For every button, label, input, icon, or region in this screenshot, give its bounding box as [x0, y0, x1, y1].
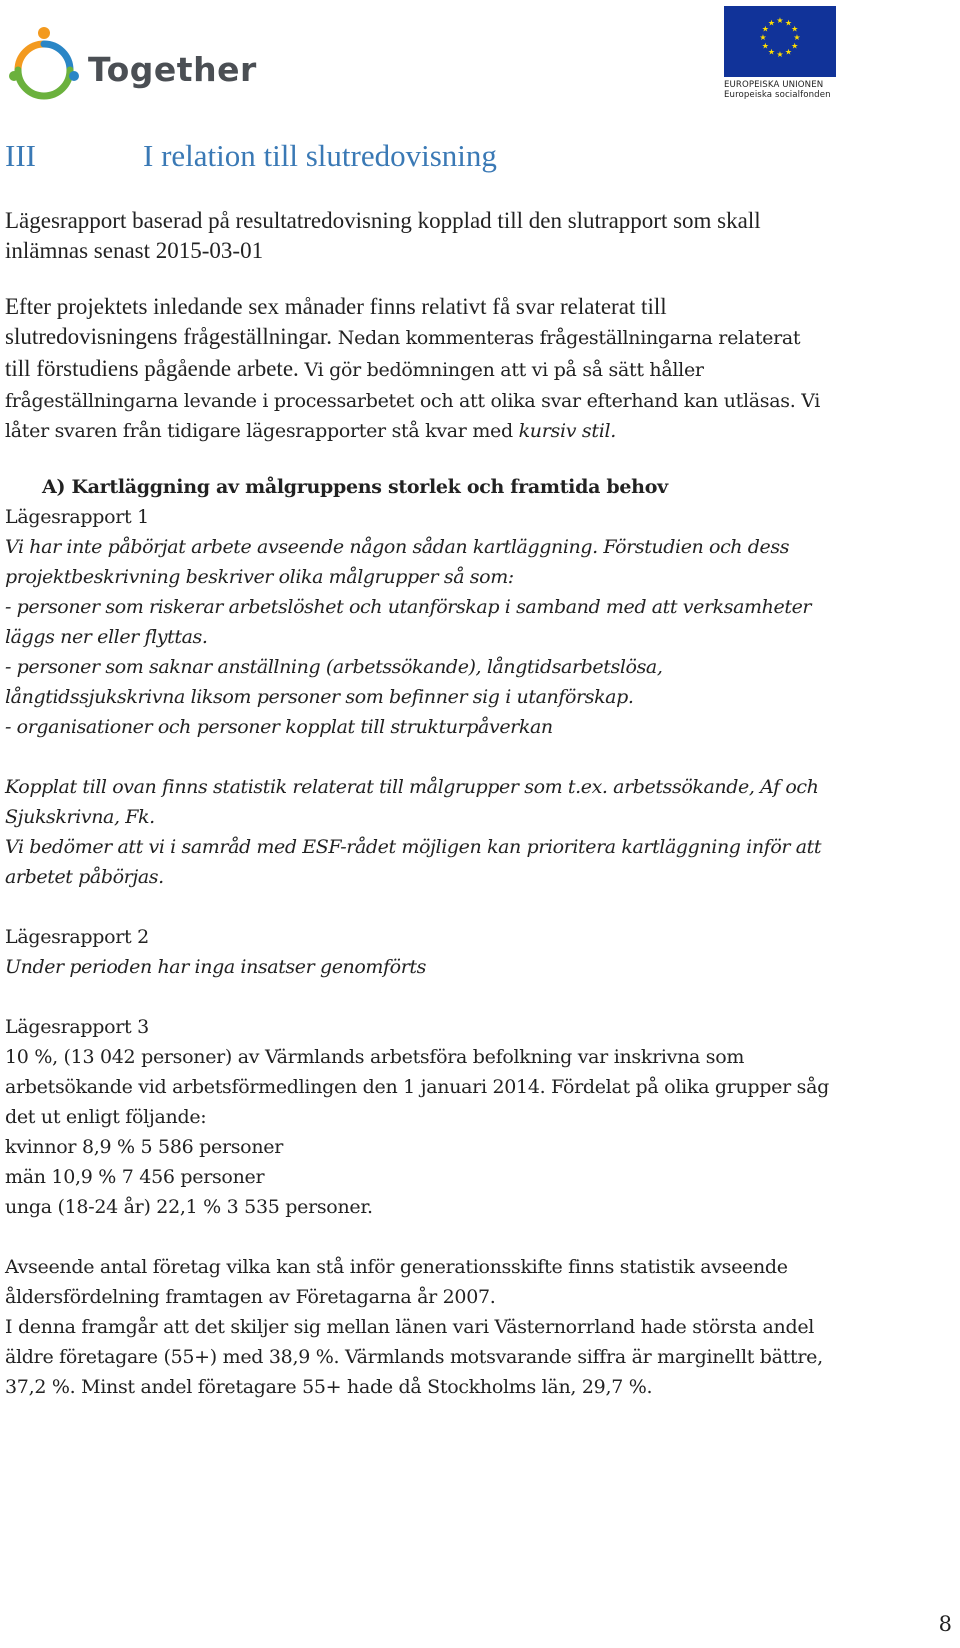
section-number: III — [5, 138, 36, 173]
section-a-title: A) Kartläggning av målgruppens storlek och framtida behov — [42, 476, 668, 498]
text-line — [5, 322, 955, 354]
text-line: åldersfördelning framtagen av Företagarna år 2007. — [5, 1286, 496, 1308]
svg-text:★: ★ — [761, 24, 769, 34]
text-line: Lägesrapport baserad på resultatredovisning kopplad till den slutrapport som skall — [5, 208, 761, 233]
text-line: Under perioden har inga insatser genomförts — [5, 956, 426, 978]
text-line: 37,2 %. Minst andel företagare 55+ hade då Stockholms län, 29,7 %. — [5, 1376, 653, 1398]
text-span: Vi gör bedömningen att vi på så sätt håller — [298, 359, 704, 381]
svg-text:★: ★ — [767, 47, 776, 57]
text-line — [5, 354, 955, 386]
text-line: projektbeskrivning beskriver olika målgrupper så som: — [5, 566, 514, 588]
text-line: - personer som riskerar arbetslöshet och utanförskap i samband med att verksamheter — [5, 596, 812, 618]
text-line: arbetsökande vid arbetsförmedlingen den 1 januari 2014. Fördelat på olika grupper såg — [5, 1076, 829, 1098]
italic-text: kursiv stil. — [518, 420, 617, 442]
page-number: 8 — [938, 1612, 952, 1636]
text-line: I denna framgår att det skiljer sig mellan länen vari Västernorrland hade största andel — [5, 1316, 815, 1338]
svg-text:★: ★ — [784, 18, 793, 28]
text-span: till förstudiens pågående arbete. — [5, 356, 299, 381]
text-line: - personer som saknar anställning (arbetssökande), långtidsarbetslösa, — [5, 656, 663, 678]
text-line: - organisationer och personer kopplat till strukturpåverkan — [5, 716, 553, 738]
section-a — [5, 472, 957, 1402]
svg-text:★: ★ — [761, 41, 769, 51]
logo-text: Together — [88, 50, 257, 89]
lr1-label: Lägesrapport 1 — [5, 506, 149, 528]
text-span: slutredovisningens frågeställningar. — [5, 324, 333, 349]
together-logo-icon — [4, 24, 84, 104]
svg-text:★: ★ — [791, 41, 799, 51]
svg-text:★: ★ — [776, 16, 784, 25]
svg-text:★: ★ — [784, 47, 793, 57]
text-span: låter svaren från tidigare lägesrapporter stå kvar med — [5, 420, 519, 442]
text-span: Nedan kommenteras frågeställningarna relaterat — [332, 327, 801, 349]
text-line: 10 %, (13 042 personer) av Värmlands arbetsföra befolkning var inskrivna som — [5, 1046, 745, 1068]
eu-label-1: EUROPEISKA UNIONEN — [724, 80, 824, 90]
lr3-label: Lägesrapport 3 — [5, 1016, 149, 1038]
together-logo — [4, 24, 257, 104]
text-line — [5, 416, 955, 446]
svg-text:★: ★ — [776, 50, 784, 59]
eu-flag-icon — [724, 6, 836, 77]
intro-paragraph-2 — [5, 292, 955, 446]
svg-text:★: ★ — [759, 33, 767, 42]
text-line: inlämnas senast 2015-03-01 — [5, 238, 264, 263]
text-line: Efter projektets inledande sex månader finns relativt få svar relaterat till — [5, 294, 667, 319]
text-line: arbetet påbörjas. — [5, 866, 164, 888]
text-line: män 10,9 % 7 456 personer — [5, 1166, 265, 1188]
text-line: Avseende antal företag vilka kan stå inför generationsskifte finns statistik avseende — [5, 1256, 788, 1278]
eu-logo — [724, 6, 836, 100]
text-line: unga (18-24 år) 22,1 % 3 535 personer. — [5, 1196, 373, 1218]
svg-text:★: ★ — [791, 24, 799, 34]
text-line: Sjukskrivna, Fk. — [5, 806, 155, 828]
text-line: Vi bedömer att vi i samråd med ESF-rådet möjligen kan prioritera kartläggning inför att — [5, 836, 822, 858]
section-title: I relation till slutredovisning — [143, 138, 497, 173]
intro-paragraph-1 — [5, 206, 955, 266]
eu-label-2: Europeiska socialfonden — [724, 90, 831, 100]
lr2-label: Lägesrapport 2 — [5, 926, 149, 948]
svg-text:★: ★ — [767, 18, 776, 28]
text-line: läggs ner eller flyttas. — [5, 626, 208, 648]
text-line: kvinnor 8,9 % 5 586 personer — [5, 1136, 283, 1158]
text-line: det ut enligt följande: — [5, 1106, 207, 1128]
text-line: Kopplat till ovan finns statistik relaterat till målgrupper som t.ex. arbetssökande, Af och — [5, 776, 819, 798]
text-line: äldre företagare (55+) med 38,9 %. Värmlands motsvarande siffra är marginellt bättre, — [5, 1346, 823, 1368]
svg-text:★: ★ — [793, 33, 801, 42]
text-line: långtidssjukskrivna liksom personer som befinner sig i utanförskap. — [5, 686, 634, 708]
text-line: frågeställningarna levande i processarbetet och att olika svar efterhand kan utläsas. Vi — [5, 390, 821, 412]
text-line: Vi har inte påbörjat arbete avseende någon sådan kartläggning. Förstudien och dess — [5, 536, 790, 558]
